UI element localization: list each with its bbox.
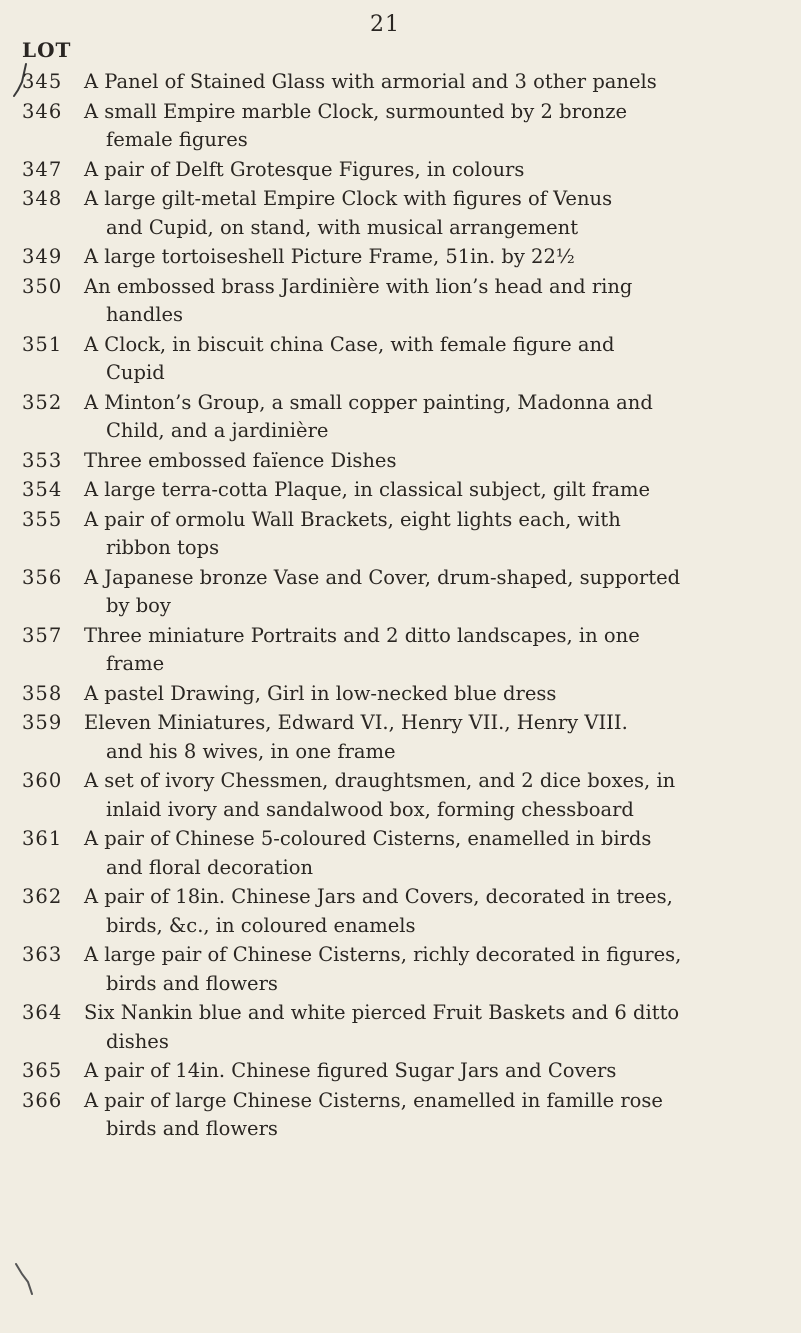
lot-description-line: A pair of large Chinese Cisterns, enamelled in famille rose xyxy=(84,1088,663,1112)
lot-entry xyxy=(0,506,801,563)
lot-entry xyxy=(0,447,801,476)
lot-description xyxy=(82,767,744,824)
lot-entry xyxy=(0,1057,801,1086)
lot-description-line: Three embossed faïence Dishes xyxy=(84,448,397,472)
lot-description-continuation: Cupid xyxy=(106,361,165,384)
lot-number: 350 xyxy=(22,274,63,298)
lot-description-line: A Minton’s Group, a small copper painting, Madonna and xyxy=(84,390,653,414)
lot-number: 351 xyxy=(22,332,63,356)
lot-description-line: A pastel Drawing, Girl in low-necked blue dress xyxy=(84,681,557,705)
lot-description-line: A pair of 14in. Chinese figured Sugar Jars and Covers xyxy=(84,1059,617,1082)
lot-entry xyxy=(0,273,801,330)
lot-description-line: Six Nankin blue and white pierced Fruit Baskets and 6 ditto xyxy=(84,1001,680,1024)
lot-description xyxy=(82,185,744,242)
lot-description-continuation: and his 8 wives, in one frame xyxy=(106,739,396,763)
lot-description-continuation: birds and flowers xyxy=(106,1117,278,1140)
lot-number: 361 xyxy=(22,827,63,850)
lot-description xyxy=(82,331,744,388)
lot-description xyxy=(82,476,744,505)
lot-list xyxy=(0,68,801,1145)
lot-description xyxy=(82,1057,744,1086)
lot-description-line: An embossed brass Jardinière with lion’s head and ring xyxy=(84,274,633,298)
lot-number: 354 xyxy=(22,478,63,501)
lot-description-line: A set of ivory Chessmen, draughtsmen, and 2 dice boxes, in xyxy=(84,769,676,792)
lot-description-line: A large terra-cotta Plaque, in classical subject, gilt frame xyxy=(84,478,651,501)
lot-number: 366 xyxy=(22,1088,63,1112)
lot-description xyxy=(82,98,744,155)
lot-description-continuation: by boy xyxy=(106,594,171,617)
lot-number: 349 xyxy=(22,245,63,268)
lot-number: 360 xyxy=(22,769,63,792)
lot-number: 348 xyxy=(22,187,63,210)
lot-description xyxy=(82,709,744,766)
lot-entry xyxy=(0,883,801,940)
pencil-margin-mark xyxy=(12,1260,36,1300)
lot-description-continuation: female figures xyxy=(106,128,248,151)
lot-description xyxy=(82,389,744,446)
lot-description-continuation: and floral decoration xyxy=(106,855,313,879)
lot-number: 357 xyxy=(22,623,63,647)
lot-description xyxy=(82,506,744,563)
lot-entry xyxy=(0,68,801,97)
lot-entry xyxy=(0,622,801,679)
lot-description-continuation: and Cupid, on stand, with musical arrangement xyxy=(106,215,579,239)
lot-description-line: A pair of 18in. Chinese Jars and Covers, decorated in trees, xyxy=(84,885,673,908)
lot-number: 355 xyxy=(22,507,63,531)
lot-entry xyxy=(0,680,801,709)
lot-entry xyxy=(0,1087,801,1144)
lot-description-continuation: birds and flowers xyxy=(106,971,278,995)
lot-number: 358 xyxy=(22,681,63,705)
lot-entry xyxy=(0,564,801,621)
lot-description xyxy=(82,447,744,476)
lot-description xyxy=(82,156,744,185)
lot-entry xyxy=(0,767,801,824)
lot-description-continuation: Child, and a jardinière xyxy=(106,419,329,442)
lot-description xyxy=(82,1087,744,1144)
lot-description xyxy=(82,883,744,940)
lot-column-header: LOT xyxy=(22,38,72,62)
lot-description-continuation: dishes xyxy=(106,1029,169,1053)
lot-entry xyxy=(0,98,801,155)
lot-description xyxy=(82,243,744,272)
lot-description-continuation: inlaid ivory and sandalwood box, forming chessboard xyxy=(106,797,634,821)
lot-description xyxy=(82,680,744,709)
lot-number: 345 xyxy=(22,70,63,93)
lot-description xyxy=(82,825,744,882)
lot-description xyxy=(82,999,744,1056)
lot-entry xyxy=(0,476,801,505)
lot-description-continuation: ribbon tops xyxy=(106,536,220,559)
lot-number: 346 xyxy=(22,99,63,123)
lot-entry xyxy=(0,999,801,1056)
lot-description-line: A large pair of Chinese Cisterns, richly decorated in figures, xyxy=(84,943,682,966)
lot-entry xyxy=(0,156,801,185)
lot-entry xyxy=(0,389,801,446)
lot-description-line: A Japanese bronze Vase and Cover, drum-shaped, supported xyxy=(84,565,681,589)
lot-description-line: A pair of Delft Grotesque Figures, in colours xyxy=(84,157,525,181)
lot-description xyxy=(82,273,744,330)
lot-number: 352 xyxy=(22,390,63,414)
lot-number: 362 xyxy=(22,885,63,908)
lot-description xyxy=(82,68,744,97)
lot-description xyxy=(82,564,744,621)
lot-description-line: A large tortoiseshell Picture Frame, 51in. by 22½ xyxy=(84,245,575,268)
lot-description-line: A small Empire marble Clock, surmounted by 2 bronze xyxy=(84,99,628,123)
page-number: 21 xyxy=(370,12,400,37)
lot-number: 347 xyxy=(22,157,63,181)
lot-number: 353 xyxy=(22,448,63,472)
lot-description-line: Three miniature Portraits and 2 ditto landscapes, in one xyxy=(84,623,640,647)
lot-description-continuation: frame xyxy=(106,652,165,675)
lot-entry xyxy=(0,331,801,388)
lot-description-continuation: birds, &c., in coloured enamels xyxy=(106,913,416,937)
lot-description xyxy=(82,622,744,679)
lot-description-line: A Panel of Stained Glass with armorial and 3 other panels xyxy=(84,70,657,93)
lot-number: 356 xyxy=(22,565,63,589)
lot-number: 363 xyxy=(22,943,63,966)
lot-entry xyxy=(0,709,801,766)
lot-description-line: A pair of Chinese 5-coloured Cisterns, enamelled in birds xyxy=(84,827,652,850)
lot-entry xyxy=(0,185,801,242)
lot-entry xyxy=(0,941,801,998)
lot-description-line: A large gilt-metal Empire Clock with figures of Venus xyxy=(84,187,613,210)
lot-description-continuation: handles xyxy=(106,303,184,326)
lot-number: 359 xyxy=(22,711,63,734)
lot-description-line: Eleven Miniatures, Edward VI., Henry VII., Henry VIII. xyxy=(84,711,628,734)
lot-description xyxy=(82,941,744,998)
lot-entry xyxy=(0,243,801,272)
lot-description-line: A Clock, in biscuit china Case, with female figure and xyxy=(84,332,615,356)
lot-entry xyxy=(0,825,801,882)
lot-description-line: A pair of ormolu Wall Brackets, eight lights each, with xyxy=(84,507,621,531)
lot-number: 365 xyxy=(22,1059,63,1082)
lot-number: 364 xyxy=(22,1001,63,1024)
